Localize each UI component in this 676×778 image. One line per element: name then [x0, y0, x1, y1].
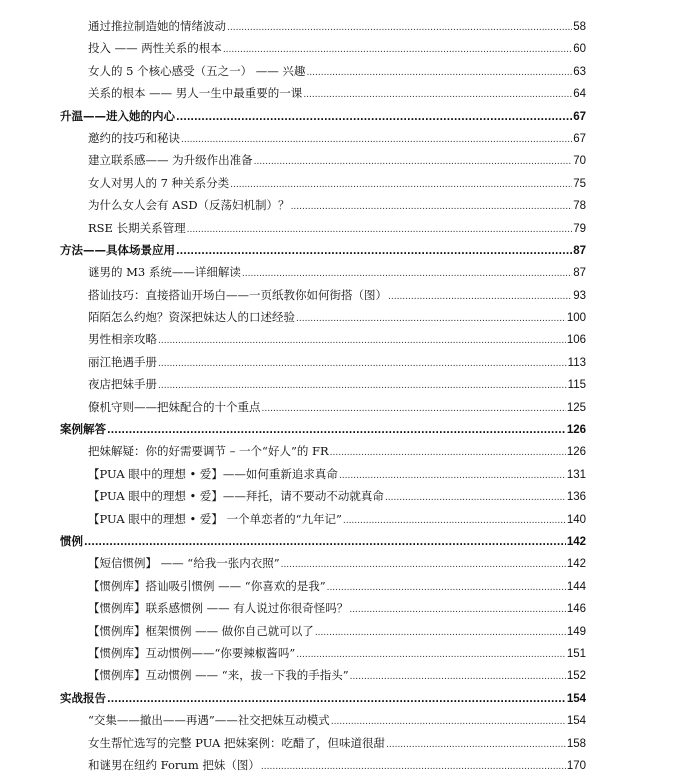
toc-page-number: 60: [573, 43, 586, 56]
toc-entry-title: 【惯例库】互动惯例——“你要辣椒酱吗”: [88, 645, 296, 660]
toc-entry[interactable]: [60, 754, 586, 776]
toc-dot-leader: [262, 396, 566, 420]
toc-dot-leader: [84, 530, 566, 554]
toc-entry[interactable]: [60, 620, 586, 642]
toc-dot-leader: [176, 239, 572, 263]
toc-page-number: 79: [573, 222, 586, 235]
toc-page-number: 75: [573, 177, 586, 190]
toc-entry-title: 男性相亲攻略: [88, 332, 157, 347]
toc-entry[interactable]: [60, 60, 586, 82]
toc-dot-leader: [349, 597, 566, 621]
toc-page-number: 154: [566, 692, 586, 705]
toc-page-number: 115: [567, 379, 586, 392]
toc-page-number: 142: [566, 535, 586, 548]
toc-entry-title: 【惯例库】框架惯例 —— 做你自己就可以了: [88, 623, 314, 638]
toc-page-number: 144: [566, 580, 586, 593]
toc-entry-title: 为什么女人会有 ASD（反荡妇机制）？: [88, 198, 290, 213]
toc-dot-leader: [242, 261, 572, 285]
toc-entry-title: 方法——具体场景应用: [60, 242, 175, 257]
toc-page-number: 170: [566, 759, 586, 772]
toc-entry[interactable]: [60, 373, 586, 395]
toc-page-number: 125: [566, 401, 586, 414]
toc-page-number: 152: [566, 670, 586, 683]
toc-entry[interactable]: [60, 328, 586, 350]
toc-entry[interactable]: [60, 217, 586, 239]
toc-entry-title: 通过推拉制造她的情绪波动: [88, 19, 226, 33]
toc-entry-title: 【PUA 眼中的理想 • 爱】 一个单恋者的“九年记”: [88, 511, 342, 526]
toc-dot-leader: [187, 217, 573, 241]
toc-entry[interactable]: [60, 664, 586, 686]
toc-page-number: 67: [573, 132, 586, 145]
toc-page-number: 87: [573, 244, 586, 257]
toc-entry[interactable]: [60, 82, 586, 104]
toc-page-number: 100: [566, 312, 586, 325]
toc-page-number: 93: [573, 289, 586, 302]
toc-page-number: 146: [566, 603, 586, 616]
toc-entry-title: 【惯例库】联系感惯例 —— 有人说过你很奇怪吗？: [88, 601, 349, 616]
toc-page-number: 78: [573, 200, 586, 213]
toc-entry[interactable]: [60, 575, 586, 597]
toc-dot-leader: [230, 172, 572, 196]
toc-section-entry[interactable]: [60, 530, 586, 552]
toc-dot-leader: [306, 60, 572, 84]
toc-entry[interactable]: [60, 15, 586, 37]
toc-entry-title: 女人对男人的 7 种关系分类: [88, 175, 230, 190]
toc-dot-leader: [158, 373, 567, 397]
toc-section-entry[interactable]: [60, 105, 586, 127]
toc-page-number: 58: [573, 21, 586, 33]
toc-entry[interactable]: [60, 351, 586, 373]
toc-entry[interactable]: [60, 284, 586, 306]
toc-dot-leader: [388, 284, 572, 308]
toc-section-entry[interactable]: [60, 418, 586, 440]
toc-entry-title: 建立联系感—— 为升级作出准备: [88, 153, 253, 168]
toc-page-number: 140: [566, 513, 586, 526]
toc-entry-title: 【PUA 眼中的理想 • 爱】——拜托，请不要动不动就真命: [88, 489, 384, 504]
toc-entry-title: 谜男的 M3 系统——详细解读: [88, 265, 241, 280]
toc-entry-title: 【惯例库】搭讪吸引惯例 —— “你喜欢的是我”: [88, 578, 326, 593]
toc-entry[interactable]: [60, 597, 586, 619]
toc-page-number: 67: [573, 110, 586, 123]
toc-entry[interactable]: [60, 709, 586, 731]
toc-entry[interactable]: [60, 261, 586, 283]
toc-entry[interactable]: [60, 149, 586, 171]
toc-page-number: 142: [566, 558, 586, 571]
toc-page-number: 154: [566, 715, 586, 728]
toc-dot-leader: [296, 642, 566, 666]
toc-dot-leader: [107, 687, 566, 711]
toc-entry-title: 【短信惯例】 —— “给我一张内衣照”: [88, 556, 280, 571]
toc-page-number: 158: [566, 737, 586, 750]
toc-entry-title: 案例解答: [60, 422, 106, 437]
toc-dot-leader: [339, 463, 566, 487]
toc-entry-title: 【惯例库】互动惯例 —— “来，拔一下我的手指头”: [88, 668, 349, 683]
toc-entry[interactable]: [60, 485, 586, 507]
toc-entry[interactable]: [60, 440, 586, 462]
toc-entry-title: 实战报告: [60, 690, 106, 705]
toc-entry-title: 惯例: [60, 533, 83, 548]
toc-entry-title: 和谜男在纽约 Forum 把妹（图）: [88, 757, 260, 772]
toc-entry-title: 【PUA 眼中的理想 • 爱】——如何重新追求真命: [88, 466, 338, 481]
toc-page-number: 87: [573, 267, 586, 280]
toc-entry-title: 邀约的技巧和秘诀: [88, 130, 180, 145]
toc-page-number: 151: [566, 647, 586, 660]
toc-dot-leader: [223, 37, 572, 61]
toc-page-number: 149: [566, 625, 586, 638]
toc-entry-title: 夜店把妹手册: [88, 377, 157, 392]
toc-page-number: 70: [573, 155, 586, 168]
toc-entry-title: 搭讪技巧：直接搭讪开场白——一页纸教你如何街搭（图）: [88, 287, 387, 302]
toc-entry[interactable]: [60, 172, 586, 194]
toc-section-entry[interactable]: [60, 239, 586, 261]
toc-page-number: 63: [573, 65, 586, 78]
toc-entry-title: 女生帮忙选写的完整 PUA 把妹案例：吃醋了，但味道很甜: [88, 735, 385, 750]
toc-dot-leader: [227, 15, 572, 39]
toc-entry-title: RSE 长期关系管理: [88, 220, 186, 235]
toc-page-number: 113: [567, 356, 586, 369]
toc-page-number: 136: [566, 491, 586, 504]
toc-dot-leader: [281, 552, 566, 576]
toc-entry[interactable]: [60, 552, 586, 574]
toc-entry-title: “交集——撤出——再遇”——社交把妹互动模式: [88, 713, 330, 728]
toc-entry[interactable]: [60, 306, 586, 328]
toc-dot-leader: [330, 440, 566, 464]
table-of-contents: [60, 15, 586, 776]
toc-dot-leader: [303, 82, 572, 106]
toc-dot-leader: [296, 306, 566, 330]
toc-entry-title: 陌陌怎么约炮？资深把妹达人的口述经验: [88, 310, 295, 325]
toc-section-entry[interactable]: [60, 687, 586, 709]
toc-page-number: 131: [566, 468, 586, 481]
toc-page-number: 126: [566, 424, 586, 437]
toc-dot-leader: [176, 105, 572, 129]
toc-dot-leader: [327, 575, 566, 599]
toc-page-number: 106: [566, 334, 586, 347]
toc-entry-title: 女人的 5 个核心感受（五之一） —— 兴趣: [88, 63, 306, 78]
toc-dot-leader: [331, 709, 566, 733]
toc-entry[interactable]: [60, 732, 586, 754]
toc-dot-leader: [158, 351, 567, 375]
toc-entry[interactable]: [60, 642, 586, 664]
toc-entry[interactable]: [60, 463, 586, 485]
toc-dot-leader: [386, 732, 566, 756]
toc-entry[interactable]: [60, 127, 586, 149]
toc-entry-title: 升温——进入她的内心: [60, 108, 175, 123]
toc-entry-title: 投入 —— 两性关系的根本: [88, 41, 222, 56]
toc-entry[interactable]: [60, 396, 586, 418]
toc-entry-title: 关系的根本 —— 男人一生中最重要的一课: [88, 86, 303, 101]
toc-entry-title: 僚机守则——把妹配合的十个重点: [88, 399, 261, 414]
toc-entry[interactable]: [60, 194, 586, 216]
toc-entry[interactable]: [60, 37, 586, 59]
toc-dot-leader: [261, 754, 566, 778]
toc-dot-leader: [385, 485, 566, 509]
toc-dot-leader: [158, 328, 566, 352]
toc-dot-leader: [254, 149, 573, 173]
toc-entry-title: 丽江艳遇手册: [88, 354, 157, 369]
toc-dot-leader: [107, 418, 566, 442]
toc-entry-title: 把妹解疑：你的好需要调节 – 一个“好人”的 FR: [88, 444, 329, 459]
toc-page-number: 64: [573, 88, 586, 101]
toc-dot-leader: [315, 620, 566, 644]
toc-dot-leader: [291, 194, 573, 218]
toc-entry[interactable]: [60, 508, 586, 530]
toc-dot-leader: [350, 664, 566, 688]
toc-dot-leader: [343, 508, 566, 532]
toc-page-number: 126: [566, 446, 586, 459]
toc-dot-leader: [181, 127, 572, 151]
